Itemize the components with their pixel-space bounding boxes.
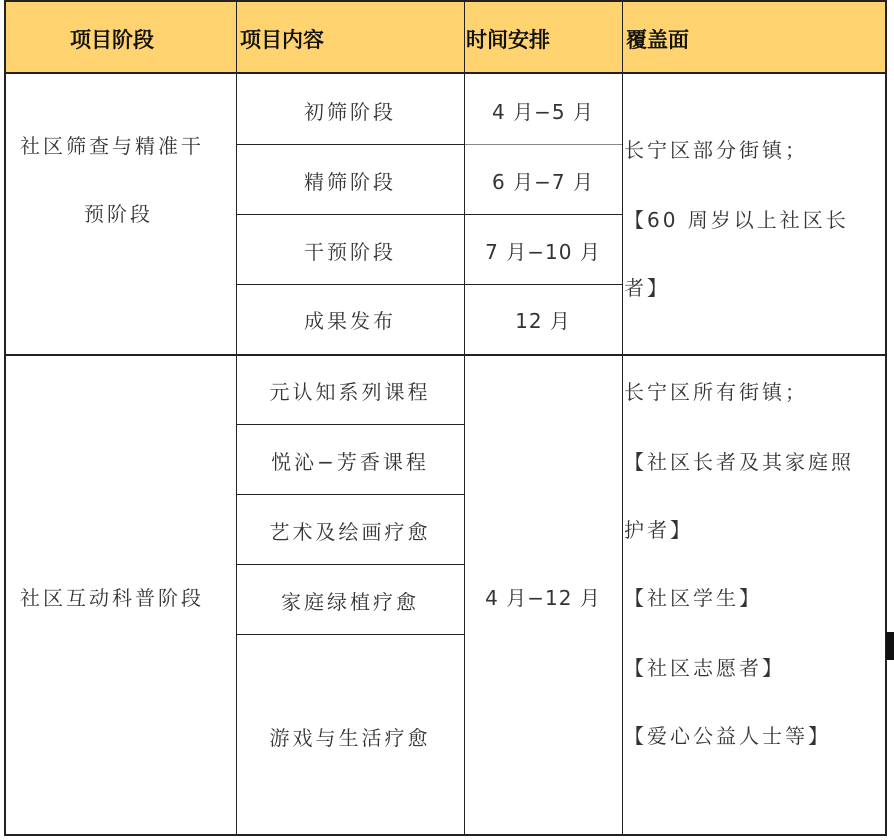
column-divider bbox=[464, 0, 465, 836]
stage-screening-line1: 社区筛查与精准干 bbox=[20, 134, 204, 158]
content-item: 游戏与生活疗愈 bbox=[269, 726, 431, 750]
stage-screening-line2: 预阶段 bbox=[84, 202, 153, 226]
time-item: 4 月−5 月 bbox=[492, 100, 594, 124]
coverage-line: 【爱心公益人士等】 bbox=[624, 724, 831, 748]
column-divider bbox=[622, 0, 623, 836]
row-divider bbox=[236, 284, 622, 285]
column-divider bbox=[236, 0, 237, 836]
content-item: 悦沁−芳香课程 bbox=[271, 450, 429, 474]
header-divider bbox=[4, 72, 886, 74]
content-item: 艺术及绘画疗愈 bbox=[269, 520, 431, 544]
time-item: 6 月−7 月 bbox=[492, 170, 594, 194]
content-item: 干预阶段 bbox=[304, 240, 396, 264]
section-divider bbox=[4, 354, 886, 356]
coverage-line: 【社区学生】 bbox=[624, 586, 762, 610]
coverage-line: 者】 bbox=[624, 276, 670, 300]
row-divider bbox=[236, 634, 464, 635]
coverage-line: 【社区志愿者】 bbox=[624, 656, 785, 680]
coverage-line: 长宁区所有街镇； bbox=[624, 380, 808, 404]
row-divider bbox=[236, 424, 464, 425]
row-divider bbox=[236, 494, 464, 495]
header-content: 项目内容 bbox=[240, 28, 324, 52]
content-item: 家庭绿植疗愈 bbox=[281, 590, 419, 614]
content-item: 成果发布 bbox=[304, 309, 396, 333]
coverage-line: 护者】 bbox=[624, 518, 693, 542]
stage-outreach: 社区互动科普阶段 bbox=[20, 586, 204, 610]
coverage-line: 【社区长者及其家庭照 bbox=[624, 450, 854, 474]
table-border-right bbox=[885, 0, 887, 836]
coverage-line: 【60 周岁以上社区长 bbox=[624, 208, 849, 232]
coverage-line: 长宁区部分街镇； bbox=[624, 138, 808, 162]
content-item: 元认知系列课程 bbox=[269, 380, 431, 404]
content-item: 精筛阶段 bbox=[304, 170, 396, 194]
table-border-top bbox=[4, 0, 886, 2]
header-stage: 项目阶段 bbox=[70, 28, 154, 52]
text-cursor bbox=[886, 632, 894, 660]
time-item: 7 月−10 月 bbox=[485, 240, 601, 264]
header-time: 时间安排 bbox=[466, 28, 550, 52]
row-divider bbox=[236, 144, 464, 145]
row-divider bbox=[236, 214, 622, 215]
time-range: 4 月−12 月 bbox=[485, 586, 601, 610]
table-border-bottom bbox=[4, 834, 886, 836]
time-item: 12 月 bbox=[515, 309, 571, 333]
row-divider bbox=[236, 564, 464, 565]
header-coverage: 覆盖面 bbox=[626, 28, 689, 52]
content-item: 初筛阶段 bbox=[304, 100, 396, 124]
table-border-left bbox=[4, 0, 6, 836]
row-divider bbox=[464, 144, 622, 145]
